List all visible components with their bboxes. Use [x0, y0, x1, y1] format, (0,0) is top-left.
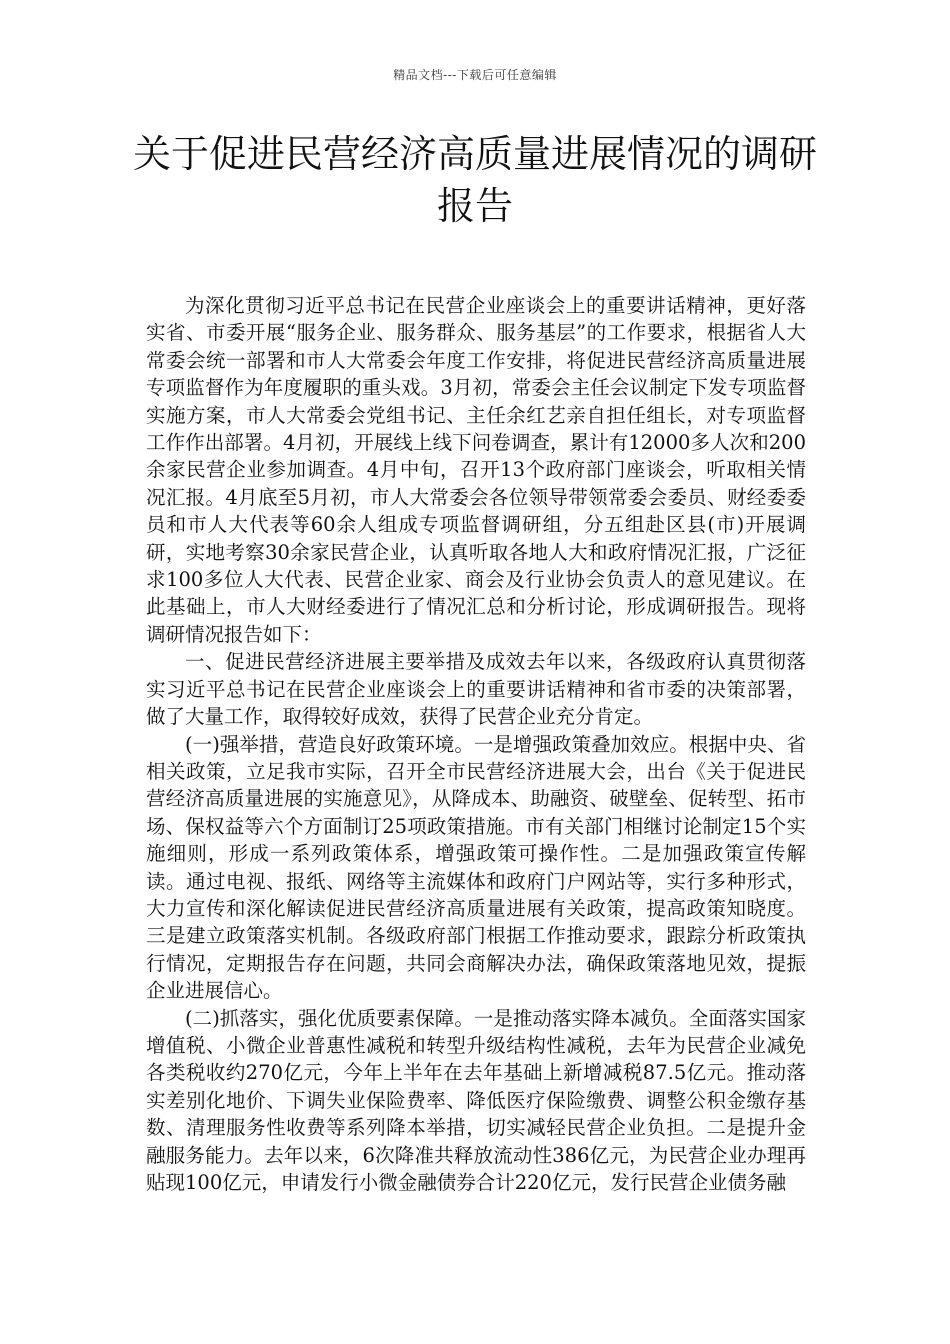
paragraph-intro: 为深化贯彻习近平总书记在民营企业座谈会上的重要讲话精神，更好落实省、市委开展“服务企业、服务群众、服务基层”的工作要求，根据省人大常委会统一部署和市人大常委会年度工作安排，将促进民营经济高质量进展专项监督作为年度履职的重头戏。3月初，常委会主任会议制定下发专项监督实施方案，市人大常委会党组书记、主任余红艺亲自担任组长，对专项监督工作作出部署。4月初，开展线上线下问卷调查，累计有12000多人次和200余家民营企业参加调查。4月中旬，召开13个政府部门座谈会，听取相关情况汇报。4月底至5月初，市人大常委会各位领导带领常委会委员、财经委委员和市人大代表等60余人组成专项监督调研组，分五组赴区县(市)开展调研，实地考察30余家民营企业，认真听取各地人大和政府情况汇报，广泛征求100多位人大代表、民营企业家、商会及行业协会负责人的意见建议。在此基础上，市人大财经委进行了情况汇总和分析讨论，形成调研报告。现将调研情况报告如下：	[146, 294, 806, 646]
paragraph-subsection-2: (二)抓落实，强化优质要素保障。一是推动落实降本减负。全面落实国家增值税、小微企业普惠性减税和转型升级结构性减税，去年为民营企业减免各类税收约270亿元，今年上半年在去年基础上新增减税87.5亿元。推动落实差别化地价、下调失业保险费率、降低医疗保险缴费、调整公积金缴存基数、清理服务性收费等系列降本举措，切实减轻民营企业负担。二是提升金融服务能力。去年以来，6次降准共释放流动性386亿元，为民营企业办理再贴现100亿元，申请发行小微金融债券合计220亿元，发行民营企业债务融	[146, 1006, 806, 1194]
document-title: 关于促进民营经济高质量进展情况的调研报告	[132, 132, 817, 228]
paragraph-subsection-1: (一)强举措，营造良好政策环境。一是增强政策叠加效应。根据中央、省相关政策，立足我市实际，召开全市民营经济进展大会，出台《关于促进民营经济高质量进展的实施意见》，从降成本、助融资、破壁垒、促转型、拓市场、保权益等六个方面制订25项政策措施。市有关部门相继讨论制定15个实施细则，形成一系列政策体系，增强政策可操作性。二是加强政策宣传解读。通过电视、报纸、网络等主流媒体和政府门户网站等，实行多种形式，大力宣传和深化解读促进民营经济高质量进展有关政策，提高政策知晓度。三是建立政策落实机制。各级政府部门根据工作推动要求，跟踪分析政策执行情况，定期报告存在问题，共同会商解决办法，确保政策落地见效，提振企业进展信心。	[146, 732, 806, 1003]
paragraph-section-1: 一、促进民营经济进展主要举措及成效去年以来，各级政府认真贯彻落实习近平总书记在民营企业座谈会上的重要讲话精神和省市委的决策部署，做了大量工作，取得较好成效，获得了民营企业充分肯定。	[146, 650, 806, 729]
header-note: 精品文档---下载后可任意编辑	[393, 68, 557, 82]
document-body	[146, 292, 806, 1196]
